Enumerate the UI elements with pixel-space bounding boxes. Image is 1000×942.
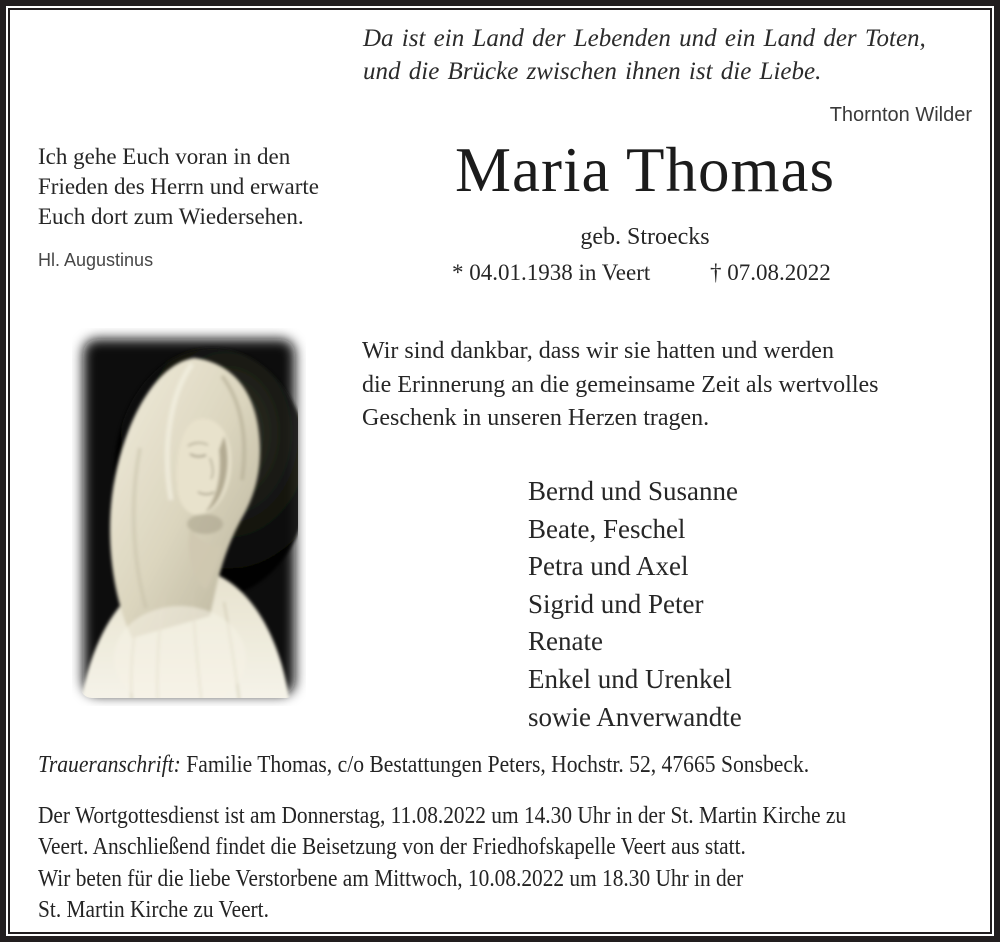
maiden-name: geb. Stroecks [580, 224, 710, 250]
quote-line-2: und die Brücke zwischen ihnen ist die Liebe. [363, 58, 822, 85]
mourner-line: Sigrid und Peter [528, 588, 704, 619]
tribute-line-1: Wir sind dankbar, dass wir sie hatten und werden [362, 338, 834, 364]
verse-attribution: Hl. Augustinus [38, 250, 154, 270]
verse-line-1: Ich gehe Euch voran in den [38, 144, 291, 169]
deceased-name: Maria Thomas [454, 135, 835, 205]
memorial-photo [72, 328, 306, 706]
birth-date: * 04.01.1938 in Veert [452, 260, 651, 285]
mourners-list [528, 473, 742, 736]
mourner-line: Beate, Feschel [528, 513, 686, 544]
verse-line-3: Euch dort zum Wiedersehen. [38, 204, 304, 229]
tribute-line-3: Geschenk in unseren Herzen tragen. [362, 405, 710, 431]
quote-attribution: Thornton Wilder [829, 104, 972, 126]
tribute-line-2: die Erinnerung an die gemeinsame Zeit als wertvolles [362, 371, 879, 398]
mourner-line: Petra und Axel [528, 551, 689, 582]
mourner-line: sowie Anverwandte [528, 701, 742, 732]
verse-line-2: Frieden des Herrn und erwarte [38, 174, 319, 199]
service-announcement [38, 801, 846, 863]
mourner-line: Renate [528, 626, 603, 657]
statue-of-mary-image [72, 328, 306, 706]
tribute-paragraph [362, 335, 879, 436]
mourning-address-text: Familie Thomas, c/o Bestattungen Peters, Hochstr. 52, 47665 Sonsbeck. [180, 752, 810, 778]
prayer-announcement [38, 864, 743, 926]
quote-line-1: Da ist ein Land der Lebenden und ein Land der Toten, [363, 25, 926, 52]
death-date: † 07.08.2022 [710, 260, 831, 285]
opening-quote [363, 22, 993, 88]
service-line-1: Der Wortgottesdienst ist am Donnerstag, 11.08.2022 um 14.30 Uhr in der St. Martin Kirche zu [38, 803, 847, 829]
mourning-address [38, 752, 809, 779]
prayer-line-1: Wir beten für die liebe Verstorbene am Mittwoch, 10.08.2022 um 18.30 Uhr in der [38, 866, 744, 892]
mourning-address-label: Traueranschrift: [38, 752, 181, 778]
prayer-line-2: St. Martin Kirche zu Veert. [38, 897, 269, 923]
mourner-line: Bernd und Susanne [528, 476, 738, 506]
mourner-line: Enkel und Urenkel [528, 663, 732, 694]
left-verse [38, 142, 319, 232]
service-line-2: Veert. Anschließend findet die Beisetzung von der Friedhofskapelle Veert aus statt. [38, 834, 746, 860]
